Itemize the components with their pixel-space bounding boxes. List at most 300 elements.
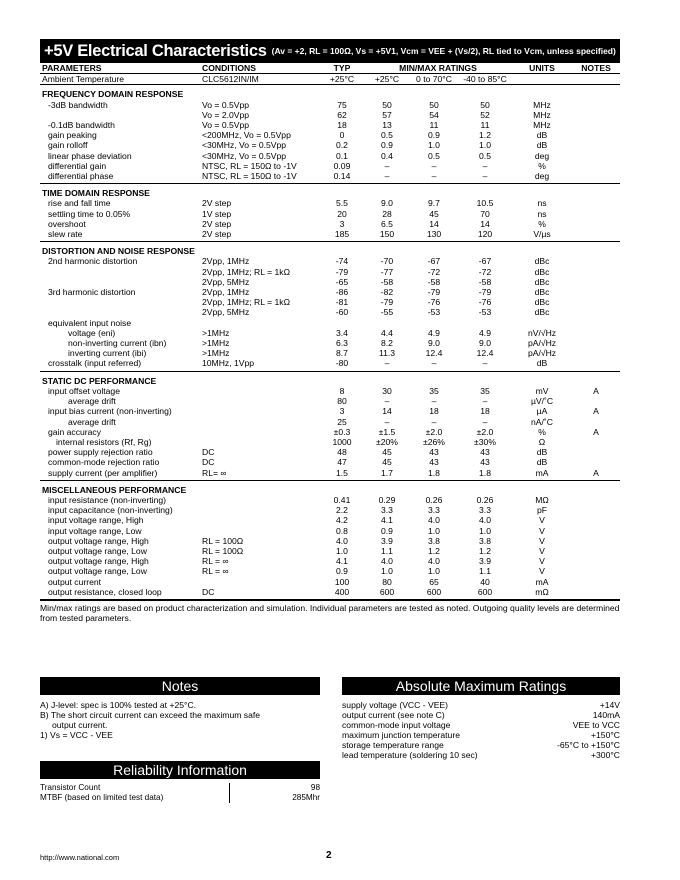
min-max-25: 11.3 bbox=[378, 348, 396, 359]
note-ref bbox=[572, 120, 620, 130]
min-max-0-70: 1.8 bbox=[410, 468, 458, 481]
unit: MΩ bbox=[535, 494, 549, 505]
note-ref bbox=[572, 457, 620, 467]
min-max-40-85: 1.2 bbox=[479, 130, 491, 141]
param-condition bbox=[200, 515, 320, 525]
min-max-40-85: 1.2 bbox=[479, 545, 491, 556]
table-row bbox=[40, 505, 620, 515]
min-max-40-85: 4.0 bbox=[479, 515, 491, 526]
min-max-40-85: 70 bbox=[480, 208, 490, 219]
unit: dBc bbox=[534, 266, 550, 277]
min-max-40-85: 1.0 bbox=[479, 525, 491, 536]
min-max-40-85: 50 bbox=[480, 99, 490, 110]
unit: ns bbox=[537, 208, 547, 219]
min-max-0-70: -67 bbox=[427, 256, 441, 267]
param-name: gain accuracy bbox=[48, 426, 102, 437]
min-max-0-70: 54 bbox=[429, 109, 439, 120]
section-header bbox=[40, 85, 620, 100]
amr-value: VEE to VCC bbox=[572, 720, 620, 730]
note-ref bbox=[572, 358, 620, 371]
notes-box bbox=[40, 677, 320, 740]
min-max-40-85: 52 bbox=[480, 109, 490, 120]
amr-label: common-mode input voltage bbox=[342, 720, 451, 730]
min-max-40-85: -58 bbox=[478, 276, 492, 287]
min-max-25: 1.7 bbox=[364, 468, 410, 481]
typ-value: 3 bbox=[339, 218, 345, 229]
min-max-0-70: -72 bbox=[427, 266, 441, 277]
table-row bbox=[40, 546, 620, 556]
typ-value: 25 bbox=[337, 416, 347, 427]
min-max-25: 4.4 bbox=[381, 327, 393, 338]
typ-value: ±0.3 bbox=[333, 426, 351, 437]
header-notes: NOTES bbox=[572, 63, 620, 74]
typ-value: 0.09 bbox=[333, 160, 351, 171]
min-max-25: – bbox=[384, 416, 390, 427]
typ-value: 80 bbox=[337, 396, 347, 407]
unit: nA/˚C bbox=[531, 416, 553, 427]
amr-row bbox=[342, 700, 620, 710]
min-max-25: 0.9 bbox=[381, 525, 393, 536]
param-condition: Vo = 0.5Vpp bbox=[202, 99, 250, 110]
min-max-40-85: 40 bbox=[480, 576, 490, 587]
min-max-40-85: -67 bbox=[478, 256, 492, 267]
param-name: input capacitance (non-inverting) bbox=[48, 505, 173, 516]
note-ref bbox=[572, 256, 620, 266]
min-max-25: 30 bbox=[382, 385, 392, 396]
typ-value: 4.1 bbox=[336, 556, 348, 567]
min-max-25: 6.5 bbox=[381, 218, 393, 229]
min-max-0-70: 12.4 bbox=[425, 348, 443, 359]
param-name: gain peaking bbox=[48, 130, 97, 141]
min-max-40-85: 3.8 bbox=[479, 535, 491, 546]
section-title: MISCELLANEOUS PERFORMANCE bbox=[42, 484, 187, 495]
amr-value: 140mA bbox=[592, 710, 620, 720]
min-max-25: -77 bbox=[380, 266, 394, 277]
unit: dBc bbox=[534, 276, 550, 287]
min-max-0-70: 4.9 bbox=[428, 327, 440, 338]
typ-value: -74 bbox=[335, 256, 349, 267]
param-condition: 1V step bbox=[202, 208, 232, 219]
unit: pF bbox=[537, 505, 548, 516]
min-max-25: – bbox=[384, 160, 390, 171]
amr-label: output current (see note C) bbox=[342, 710, 445, 720]
param-condition bbox=[200, 386, 320, 396]
min-max-40-85: 1.1 bbox=[479, 566, 491, 577]
min-max-0-70: 1.0 bbox=[428, 140, 440, 151]
param-condition: RL= ∞ bbox=[200, 468, 320, 481]
param-condition: >1MHz bbox=[202, 338, 230, 349]
min-max-0-70: 9.7 bbox=[428, 198, 440, 209]
min-max-40-85: -53 bbox=[478, 307, 492, 318]
section-header bbox=[40, 371, 620, 386]
amr-value: +300°C bbox=[591, 750, 620, 760]
unit: dB bbox=[536, 130, 548, 141]
min-max-0-70: 3.3 bbox=[428, 505, 440, 516]
amr-label: storage temperature range bbox=[342, 740, 444, 750]
min-max-0-70: 45 bbox=[429, 208, 439, 219]
min-max-40-85: 3.9 bbox=[479, 556, 491, 567]
reliability-value: 285Mhr bbox=[292, 793, 320, 802]
param-name: input voltage range, High bbox=[48, 515, 144, 526]
amr-label: maximum junction temperature bbox=[342, 730, 460, 740]
min-max-25: 14 bbox=[382, 406, 392, 417]
min-max-0-70: 11 bbox=[429, 120, 439, 131]
typ-value: -86 bbox=[335, 287, 349, 298]
typ-value: 47 bbox=[337, 457, 347, 468]
param-condition bbox=[200, 437, 320, 447]
typ-value: 185 bbox=[320, 229, 364, 242]
param-condition: 2Vpp, 1MHz; RL = 1kΩ bbox=[202, 266, 291, 277]
param-condition: <30MHz, Vo = 0.5Vpp bbox=[202, 140, 287, 151]
param-condition: RL = ∞ bbox=[202, 556, 229, 567]
table-row bbox=[40, 515, 620, 525]
note-ref bbox=[572, 505, 620, 515]
min-max-0-70: 9.0 bbox=[428, 338, 440, 349]
min-max-25: 600 bbox=[364, 587, 410, 600]
unit: dB bbox=[536, 140, 548, 151]
min-max-25: ±1.5 bbox=[378, 426, 396, 437]
typ-value: 75 bbox=[337, 99, 347, 110]
section-header bbox=[40, 242, 620, 257]
header-minmax: MIN/MAX RATINGS bbox=[364, 63, 512, 74]
typ-value: 0 bbox=[339, 130, 345, 141]
section-title: FREQUENCY DOMAIN RESPONSE bbox=[42, 89, 184, 100]
min-max-25: 0.4 bbox=[381, 150, 393, 161]
note-ref bbox=[572, 161, 620, 171]
unit: Ω bbox=[538, 436, 546, 447]
unit: V bbox=[539, 515, 545, 526]
param-name: input voltage range, Low bbox=[48, 525, 142, 536]
typ-value: 5.5 bbox=[336, 198, 348, 209]
table-row bbox=[40, 447, 620, 457]
unit: pA/√Hz bbox=[527, 338, 557, 349]
unit: dBc bbox=[534, 307, 550, 318]
param-name bbox=[40, 267, 200, 277]
unit: V/µs bbox=[512, 229, 572, 242]
min-max-40-85: – bbox=[458, 358, 512, 371]
param-condition: DC bbox=[202, 457, 215, 468]
param-name: input offset voltage bbox=[48, 385, 120, 396]
min-max-0-70: 130 bbox=[410, 229, 458, 242]
min-max-40-85: 12.4 bbox=[476, 348, 494, 359]
header-units: UNITS bbox=[512, 63, 572, 74]
table-row bbox=[40, 297, 620, 307]
param-name: linear phase deviation bbox=[48, 150, 132, 161]
param-name: inverting current (ibi) bbox=[68, 348, 147, 359]
min-max-25 bbox=[364, 318, 410, 328]
min-max-40-85: 1.8 bbox=[458, 468, 512, 481]
table-row bbox=[40, 348, 620, 358]
param-name: output resistance, closed loop bbox=[40, 587, 200, 600]
typ-value: 0.9 bbox=[336, 566, 348, 577]
param-condition bbox=[200, 417, 320, 427]
min-max-40-85: 0.26 bbox=[476, 494, 494, 505]
min-max-25: 50 bbox=[382, 99, 392, 110]
min-max-0-70: 43 bbox=[429, 447, 439, 458]
min-max-25: 45 bbox=[382, 457, 392, 468]
table-row bbox=[40, 318, 620, 328]
min-max-0-70: ±26% bbox=[423, 436, 445, 447]
unit: % bbox=[538, 426, 546, 437]
min-max-40-85: 1.0 bbox=[479, 140, 491, 151]
param-name: average drift bbox=[68, 416, 116, 427]
section-title: STATIC DC PERFORMANCE bbox=[42, 375, 157, 386]
min-max-40-85: 11 bbox=[480, 120, 490, 131]
min-max-0-70: 35 bbox=[429, 385, 439, 396]
note-ref bbox=[572, 229, 620, 242]
reliability-box bbox=[40, 761, 320, 803]
param-condition: 2Vpp, 1MHz; RL = 1kΩ bbox=[202, 297, 291, 308]
table-row bbox=[40, 110, 620, 120]
note-ref bbox=[572, 151, 620, 161]
param-name bbox=[40, 110, 200, 120]
title-conditions: (Av = +2, RL = 100Ω, Vs = +5V1, Vcm = VEE + (Vs/2), RL tied to Vcm, unless specified) bbox=[271, 46, 616, 56]
footnote: Min/max ratings are based on product characterization and simulation. Individual parameters are tested as noted. Outgoing quality levels are determined from tested parameters. bbox=[40, 600, 620, 623]
typ-value: 1000 bbox=[332, 436, 352, 447]
min-max-0-70: 0.9 bbox=[428, 130, 440, 141]
min-max-40-85: 9.0 bbox=[479, 338, 491, 349]
note-1: 1) Vs = VCC - VEE bbox=[40, 730, 113, 740]
amr-label: lead temperature (soldering 10 sec) bbox=[342, 750, 478, 760]
param-name: crosstalk (input referred) bbox=[40, 358, 200, 371]
note-ref bbox=[572, 566, 620, 576]
table-row bbox=[40, 267, 620, 277]
min-max-40-85: – bbox=[482, 416, 488, 427]
param-condition bbox=[200, 577, 320, 587]
param-condition bbox=[200, 526, 320, 536]
unit: MHz bbox=[533, 99, 551, 110]
typ-value: 400 bbox=[320, 587, 364, 600]
typ-value: 8.7 bbox=[336, 348, 348, 359]
param-name: input bias current (non-inverting) bbox=[48, 406, 172, 417]
param-name bbox=[40, 297, 200, 307]
temp-40-85: -40 to 85°C bbox=[458, 74, 512, 85]
typ-value: -81 bbox=[335, 297, 349, 308]
typ-value: 100 bbox=[334, 576, 350, 587]
param-name: output voltage range, High bbox=[48, 556, 149, 567]
typ-value: 0.41 bbox=[333, 494, 351, 505]
unit: dB bbox=[512, 358, 572, 371]
amr-value: +14V bbox=[599, 700, 620, 710]
param-condition: Vo = 0.5Vpp bbox=[202, 120, 250, 131]
section-header bbox=[40, 480, 620, 495]
min-max-0-70: 3.8 bbox=[428, 535, 440, 546]
unit: µV/˚C bbox=[530, 396, 554, 407]
unit: pA/√Hz bbox=[527, 348, 557, 359]
min-max-0-70: -58 bbox=[427, 276, 441, 287]
typ-value: -79 bbox=[335, 266, 349, 277]
note-ref bbox=[572, 140, 620, 150]
param-condition: <30MHz, Vo = 0.5Vpp bbox=[202, 150, 287, 161]
unit: nV/√Hz bbox=[527, 327, 557, 338]
param-condition: 2V step bbox=[202, 218, 232, 229]
note-ref bbox=[572, 417, 620, 427]
min-max-25: 8.2 bbox=[381, 338, 393, 349]
note-ref bbox=[572, 219, 620, 229]
min-max-0-70: – bbox=[431, 396, 437, 407]
param-name: gain rolloff bbox=[48, 140, 88, 151]
min-max-25: 0.29 bbox=[378, 494, 396, 505]
param-condition: RL = 100Ω bbox=[202, 545, 244, 556]
param-name bbox=[40, 277, 200, 287]
typ-value: 2.2 bbox=[336, 505, 348, 516]
min-max-25: -82 bbox=[380, 287, 394, 298]
amr-row bbox=[342, 720, 620, 730]
min-max-0-70: -76 bbox=[427, 297, 441, 308]
min-max-40-85: – bbox=[482, 160, 488, 171]
typ-value: 20 bbox=[337, 208, 347, 219]
amr-value: -65°C to +150°C bbox=[556, 740, 620, 750]
param-condition: NTSC, RL = 150Ω to -1V bbox=[200, 171, 320, 184]
min-max-0-70: 600 bbox=[410, 587, 458, 600]
table-row bbox=[40, 277, 620, 287]
param-name: average drift bbox=[68, 396, 116, 407]
unit: % bbox=[538, 160, 546, 171]
min-max-25: 9.0 bbox=[381, 198, 393, 209]
param-name: non-inverting current (ibn) bbox=[68, 338, 167, 349]
note-ref: A bbox=[593, 406, 599, 417]
min-max-0-70: 65 bbox=[429, 576, 439, 587]
absolute-max-ratings-box bbox=[342, 677, 620, 760]
table-row bbox=[40, 328, 620, 338]
min-max-25: 3.3 bbox=[381, 505, 393, 516]
table-row bbox=[40, 457, 620, 467]
section-title: TIME DOMAIN RESPONSE bbox=[42, 188, 150, 199]
table-row bbox=[40, 536, 620, 546]
param-name: supply current (per amplifier) bbox=[40, 468, 200, 481]
unit: % bbox=[538, 218, 546, 229]
param-condition bbox=[200, 318, 320, 328]
min-max-25: 1.1 bbox=[381, 545, 393, 556]
note-ref bbox=[572, 515, 620, 525]
table-row bbox=[40, 577, 620, 587]
param-condition: RL = 100Ω bbox=[202, 535, 244, 546]
table-row bbox=[40, 386, 620, 396]
note-ref bbox=[572, 267, 620, 277]
typ-value: 1.0 bbox=[336, 545, 348, 556]
table-row bbox=[40, 437, 620, 447]
table-row bbox=[40, 120, 620, 130]
param-name: differential phase bbox=[40, 171, 200, 184]
param-name: slew rate bbox=[40, 229, 200, 242]
typ-value: 6.3 bbox=[336, 338, 348, 349]
param-condition bbox=[200, 396, 320, 406]
note-ref bbox=[572, 556, 620, 566]
min-max-40-85: 0.5 bbox=[479, 150, 491, 161]
note-ref bbox=[572, 110, 620, 120]
min-max-0-70: 4.0 bbox=[428, 556, 440, 567]
note-ref bbox=[572, 536, 620, 546]
min-max-0-70: ±2.0 bbox=[425, 426, 443, 437]
min-max-40-85: 18 bbox=[480, 406, 490, 417]
param-name: overshoot bbox=[48, 218, 86, 229]
min-max-40-85: 14 bbox=[480, 218, 490, 229]
spec-table bbox=[40, 63, 620, 600]
part-number: CLC5612IN/IM bbox=[200, 74, 320, 85]
param-condition bbox=[200, 495, 320, 505]
section-title: DISTORTION AND NOISE RESPONSE bbox=[42, 246, 195, 257]
min-max-25: 28 bbox=[382, 208, 392, 219]
header-conditions: CONDITIONS bbox=[200, 63, 320, 74]
table-row bbox=[40, 209, 620, 219]
page-number: 2 bbox=[326, 850, 332, 861]
unit: MHz bbox=[533, 109, 551, 120]
typ-value: 1.5 bbox=[320, 468, 364, 481]
amr-title: Absolute Maximum Ratings bbox=[342, 677, 620, 695]
param-name: output current bbox=[48, 576, 102, 587]
table-row bbox=[40, 468, 620, 481]
note-ref bbox=[572, 546, 620, 556]
min-max-0-70: 4.0 bbox=[428, 515, 440, 526]
typ-value: -65 bbox=[335, 276, 349, 287]
typ-value: 62 bbox=[337, 109, 347, 120]
min-max-25: 45 bbox=[382, 447, 392, 458]
typ-value: 0.8 bbox=[336, 525, 348, 536]
typ-value bbox=[320, 318, 364, 328]
typ-value: -60 bbox=[335, 307, 349, 318]
note-ref bbox=[572, 526, 620, 536]
table-row bbox=[40, 566, 620, 576]
param-condition: 2V step bbox=[200, 229, 320, 242]
min-max-40-85: 3.3 bbox=[479, 505, 491, 516]
title-bar bbox=[40, 39, 620, 63]
note-ref: A bbox=[593, 385, 599, 396]
min-max-25: -58 bbox=[380, 276, 394, 287]
typ-value: 48 bbox=[337, 447, 347, 458]
unit: V bbox=[539, 566, 545, 577]
note-ref bbox=[572, 287, 620, 297]
footer-url[interactable]: http://www.national.com bbox=[40, 853, 120, 862]
reliability-label: Transistor Count bbox=[40, 783, 230, 793]
param-condition: >1MHz bbox=[202, 348, 230, 359]
typ-value: 8 bbox=[339, 385, 345, 396]
min-max-25: 4.1 bbox=[381, 515, 393, 526]
table-row bbox=[40, 161, 620, 171]
unit: deg bbox=[534, 150, 550, 161]
min-max-40-85: 120 bbox=[458, 229, 512, 242]
param-condition: RL = ∞ bbox=[202, 566, 229, 577]
unit: dBc bbox=[534, 297, 550, 308]
param-condition: <200MHz, Vo = 0.5Vpp bbox=[202, 130, 291, 141]
reliability-value: 98 bbox=[310, 783, 320, 792]
param-condition bbox=[200, 427, 320, 437]
min-max-25: – bbox=[364, 171, 410, 184]
temp-0-70: 0 to 70°C bbox=[410, 74, 458, 85]
typ-value: 0.2 bbox=[336, 140, 348, 151]
note-ref bbox=[572, 587, 620, 600]
typ-value: 4.0 bbox=[336, 535, 348, 546]
param-condition: NTSC, RL = 150Ω to -1V bbox=[202, 160, 297, 171]
min-max-0-70 bbox=[410, 318, 458, 328]
unit: dB bbox=[536, 457, 548, 468]
min-max-0-70: -79 bbox=[427, 287, 441, 298]
param-name: differential gain bbox=[48, 160, 107, 171]
amr-row bbox=[342, 730, 620, 740]
param-name: -3dB bandwidth bbox=[48, 99, 108, 110]
unit: µA bbox=[536, 406, 548, 417]
param-name: input resistance (non-inverting) bbox=[48, 494, 166, 505]
min-max-40-85: 43 bbox=[480, 457, 490, 468]
temp-25: +25°C bbox=[364, 74, 410, 85]
unit: deg bbox=[512, 171, 572, 184]
reliability-label: MTBF (based on limited test data) bbox=[40, 793, 230, 803]
amr-row bbox=[342, 740, 620, 750]
unit: mV bbox=[535, 385, 549, 396]
min-max-40-85: – bbox=[482, 396, 488, 407]
note-ref bbox=[572, 437, 620, 447]
notes-title: Notes bbox=[40, 677, 320, 695]
amr-row bbox=[342, 750, 620, 760]
